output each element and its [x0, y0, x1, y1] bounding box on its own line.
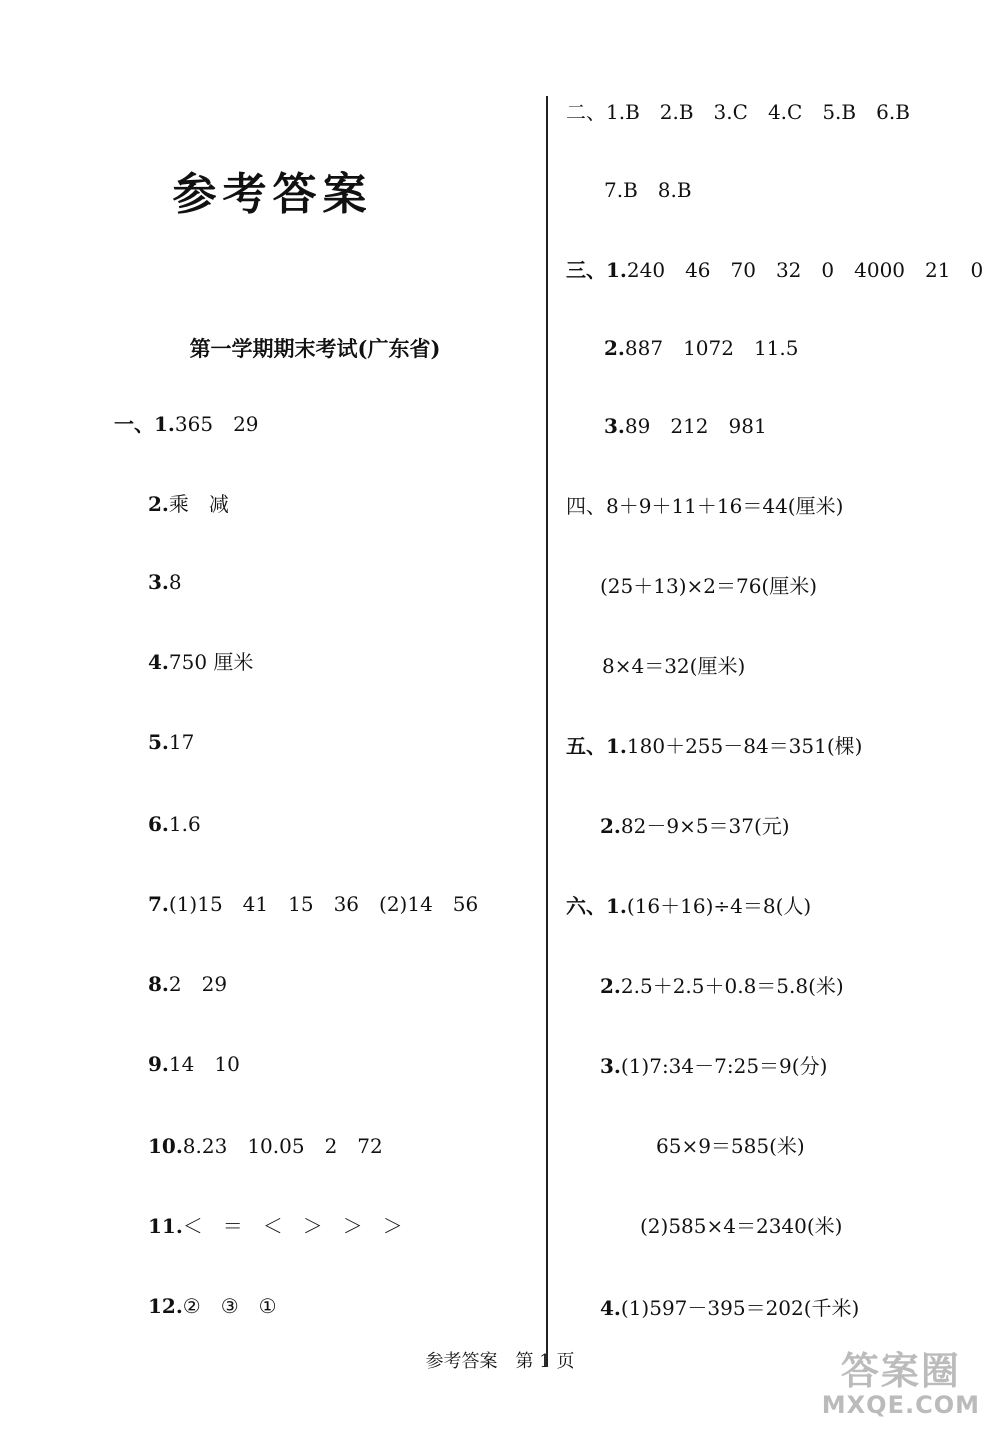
answer-line: 2.2.5＋2.5＋0.8＝5.8(米) — [600, 974, 844, 998]
answer-line: 二、1.B 2.B 3.C 4.C 5.B 6.B — [566, 100, 910, 124]
answer-line: 12.② ③ ① — [148, 1294, 277, 1318]
watermark-bottom: MXQE.COM — [821, 1391, 980, 1419]
page-footer: 参考答案 第 1 页 — [425, 1351, 575, 1372]
watermark-top: 答案圈 — [840, 1349, 961, 1393]
answer-line: 四、8＋9＋11＋16＝44(厘米) — [566, 494, 844, 518]
answer-line: 10.8.23 10.05 2 72 — [148, 1134, 383, 1158]
answer-line: (25＋13)×2＝76(厘米) — [600, 574, 818, 598]
page-title: 参考答案 — [172, 169, 373, 220]
answer-line: 2.82－9×5＝37(元) — [600, 814, 790, 838]
answer-line: 3.89 212 981 — [604, 414, 767, 438]
answer-line: 4.750 厘米 — [148, 650, 254, 674]
watermark-logo — [822, 1340, 980, 1419]
answer-line: 2.乘 减 — [148, 492, 229, 516]
column-divider — [546, 96, 548, 1366]
answer-line: 9.14 10 — [148, 1052, 240, 1076]
answer-line: (2)585×4＝2340(米) — [640, 1214, 843, 1238]
answer-line: 8.2 29 — [148, 972, 228, 996]
answer-line: 5.17 — [148, 730, 195, 754]
answer-line: 五、1.180＋255－84＝351(棵) — [566, 734, 863, 758]
answer-line: 6.1.6 — [148, 812, 201, 836]
answer-line: 六、1.(16＋16)÷4＝8(人) — [566, 894, 812, 918]
answer-line: 7.(1)15 41 15 36 (2)14 56 — [148, 892, 479, 916]
answer-line: 2.887 1072 11.5 — [604, 336, 799, 360]
answer-line: 三、1.240 46 70 32 0 4000 21 0 — [566, 258, 984, 282]
answer-line: 65×9＝585(米) — [656, 1134, 805, 1158]
exam-subtitle: 第一学期期末考试(广东省) — [189, 336, 441, 361]
answer-line: 8×4＝32(厘米) — [602, 654, 746, 678]
answer-line: 3.8 — [148, 570, 182, 594]
answer-line: 7.B 8.B — [604, 178, 692, 202]
answer-line: 4.(1)597－395＝202(千米) — [600, 1296, 860, 1320]
answer-line: 3.(1)7:34－7:25＝9(分) — [600, 1054, 828, 1078]
answer-line: 11.＜ ＝ ＜ ＞ ＞ ＞ — [148, 1214, 403, 1238]
answer-line: 一、1.365 29 — [114, 412, 259, 436]
